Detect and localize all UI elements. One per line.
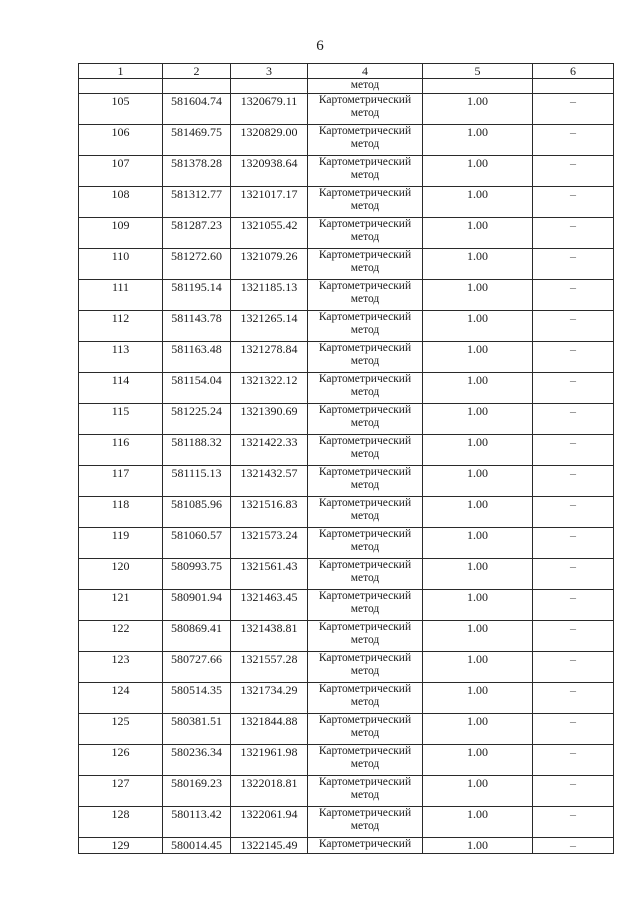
method-line-1: Картометрический <box>318 776 412 788</box>
method-line-2: метод <box>350 541 380 553</box>
x-coordinate-cell: 581378.28 <box>163 156 231 187</box>
method-line-1: Картометрический <box>318 404 412 416</box>
column-header: 1 <box>79 64 163 79</box>
method-line-1: Картометрический <box>318 497 412 509</box>
x-coordinate-cell: 581287.23 <box>163 218 231 249</box>
note-cell: – <box>533 776 614 807</box>
note-cell: – <box>533 838 614 854</box>
table-row <box>79 435 614 466</box>
method-line-2: метод <box>350 386 380 398</box>
accuracy-cell: 1.00 <box>423 342 533 373</box>
note-cell: – <box>533 435 614 466</box>
table-row <box>79 373 614 404</box>
method-line-2: метод <box>350 293 380 305</box>
note-cell: – <box>533 807 614 838</box>
method-line-1: Картометрический <box>318 528 412 540</box>
note-cell: – <box>533 94 614 125</box>
x-coordinate-cell: 581085.96 <box>163 497 231 528</box>
note-cell: – <box>533 187 614 218</box>
method-line-2: метод <box>350 820 380 832</box>
table-row <box>79 497 614 528</box>
point-number-cell: 118 <box>79 497 163 528</box>
point-number-cell: 115 <box>79 404 163 435</box>
accuracy-cell: 1.00 <box>423 94 533 125</box>
point-number-cell: 116 <box>79 435 163 466</box>
method-line-2: метод <box>350 634 380 646</box>
method-line-1: Картометрический <box>318 683 412 695</box>
accuracy-cell: 1.00 <box>423 249 533 280</box>
x-coordinate-cell: 581163.48 <box>163 342 231 373</box>
method-cell <box>308 156 423 187</box>
y-coordinate-cell: 1320679.11 <box>231 94 308 125</box>
point-number-cell: 112 <box>79 311 163 342</box>
note-cell: – <box>533 373 614 404</box>
method-line-2: метод <box>350 603 380 615</box>
method-cell <box>308 838 423 854</box>
method-cell <box>308 621 423 652</box>
table-row <box>79 559 614 590</box>
column-header-row <box>79 64 614 79</box>
method-line-2: метод <box>350 417 380 429</box>
accuracy-cell: 1.00 <box>423 187 533 218</box>
y-coordinate-cell: 1321573.24 <box>231 528 308 559</box>
method-line-2: метод <box>350 665 380 677</box>
note-cell: – <box>533 559 614 590</box>
y-coordinate-cell: 1321322.12 <box>231 373 308 404</box>
accuracy-cell: 1.00 <box>423 435 533 466</box>
note-cell: – <box>533 497 614 528</box>
x-coordinate-cell: 581188.32 <box>163 435 231 466</box>
y-coordinate-cell: 1321265.14 <box>231 311 308 342</box>
x-coordinate-cell: 580901.94 <box>163 590 231 621</box>
column-header: 5 <box>423 64 533 79</box>
point-number-cell: 110 <box>79 249 163 280</box>
x-coordinate-cell: 581225.24 <box>163 404 231 435</box>
point-number-cell: 119 <box>79 528 163 559</box>
method-line-2: метод <box>350 169 380 181</box>
note-cell: – <box>533 652 614 683</box>
y-coordinate-cell: 1321079.26 <box>231 249 308 280</box>
x-coordinate-cell: 581060.57 <box>163 528 231 559</box>
point-number-cell: 107 <box>79 156 163 187</box>
method-cell <box>308 745 423 776</box>
y-coordinate-cell: 1320938.64 <box>231 156 308 187</box>
method-cell <box>308 218 423 249</box>
point-number-cell: 129 <box>79 838 163 854</box>
y-coordinate-cell: 1321561.43 <box>231 559 308 590</box>
table-row <box>79 280 614 311</box>
method-line-1: Картометрический <box>318 590 412 602</box>
point-number-cell: 128 <box>79 807 163 838</box>
point-number-cell: 114 <box>79 373 163 404</box>
table-row <box>79 218 614 249</box>
table-row <box>79 94 614 125</box>
y-coordinate-cell: 1321017.17 <box>231 187 308 218</box>
method-line-1: Картометрический <box>318 621 412 633</box>
x-coordinate-cell: 581604.74 <box>163 94 231 125</box>
table-body <box>79 64 614 854</box>
accuracy-cell: 1.00 <box>423 280 533 311</box>
method-line-1: Картометрический <box>318 714 412 726</box>
accuracy-cell: 1.00 <box>423 404 533 435</box>
method-line-1: Картометрический <box>318 559 412 571</box>
point-number-cell: 124 <box>79 683 163 714</box>
method-line-1: Картометрический <box>318 342 412 354</box>
note-cell: – <box>533 590 614 621</box>
method-line-1: Картометрический <box>318 373 412 385</box>
y-coordinate-cell: 1321844.88 <box>231 714 308 745</box>
method-line-1: Картометрический <box>318 218 412 230</box>
note-cell: – <box>533 249 614 280</box>
note-cell: – <box>533 404 614 435</box>
method-cell <box>308 714 423 745</box>
accuracy-cell: 1.00 <box>423 373 533 404</box>
method-cell <box>308 776 423 807</box>
point-number-cell: 122 <box>79 621 163 652</box>
method-cell <box>308 559 423 590</box>
y-coordinate-cell: 1321961.98 <box>231 745 308 776</box>
method-line-1: Картометрический <box>318 187 412 199</box>
table-row <box>79 652 614 683</box>
method-line-2: метод <box>350 200 380 212</box>
note-cell: – <box>533 218 614 249</box>
method-line-1: Картометрический <box>318 838 412 850</box>
table-row <box>79 187 614 218</box>
method-line-2: метод <box>350 355 380 367</box>
method-line-2: метод <box>350 758 380 770</box>
y-coordinate-cell: 1322018.81 <box>231 776 308 807</box>
accuracy-cell: 1.00 <box>423 156 533 187</box>
x-coordinate-cell: 581469.75 <box>163 125 231 156</box>
method-cell <box>308 435 423 466</box>
method-line-2: метод <box>350 789 380 801</box>
method-line-1: Картометрический <box>318 807 412 819</box>
point-number-cell: 106 <box>79 125 163 156</box>
y-coordinate-cell: 1321438.81 <box>231 621 308 652</box>
accuracy-cell: 1.00 <box>423 528 533 559</box>
method-line-2: метод <box>350 262 380 274</box>
table-row <box>79 590 614 621</box>
point-number-cell: 126 <box>79 745 163 776</box>
method-line-1: Картометрический <box>318 280 412 292</box>
table-row <box>79 466 614 497</box>
y-coordinate-cell: 1321278.84 <box>231 342 308 373</box>
table-row <box>79 528 614 559</box>
accuracy-cell: 1.00 <box>423 807 533 838</box>
accuracy-cell: 1.00 <box>423 683 533 714</box>
x-coordinate-cell: 581272.60 <box>163 249 231 280</box>
method-cell <box>308 249 423 280</box>
table-row <box>79 156 614 187</box>
point-number-cell: 109 <box>79 218 163 249</box>
table-row <box>79 621 614 652</box>
x-coordinate-cell: 581312.77 <box>163 187 231 218</box>
method-line-1: Картометрический <box>318 94 412 106</box>
method-line-2: метод <box>350 448 380 460</box>
page-number: 6 <box>316 38 324 54</box>
accuracy-cell: 1.00 <box>423 590 533 621</box>
method-line-1: Картометрический <box>318 156 412 168</box>
y-coordinate-cell: 1321734.29 <box>231 683 308 714</box>
point-number-cell: 123 <box>79 652 163 683</box>
coordinates-table <box>78 63 614 854</box>
note-cell: – <box>533 714 614 745</box>
y-coordinate-cell: 1321463.45 <box>231 590 308 621</box>
accuracy-cell: 1.00 <box>423 621 533 652</box>
x-coordinate-cell: 580014.45 <box>163 838 231 854</box>
y-coordinate-cell: 1321557.28 <box>231 652 308 683</box>
table-row <box>79 838 614 854</box>
x-coordinate-cell: 580113.42 <box>163 807 231 838</box>
method-line-2: метод <box>350 231 380 243</box>
accuracy-cell: 1.00 <box>423 497 533 528</box>
table-row <box>79 249 614 280</box>
x-coordinate-cell: 581115.13 <box>163 466 231 497</box>
note-cell: – <box>533 528 614 559</box>
column-header: 2 <box>163 64 231 79</box>
method-line-1: Картометрический <box>318 466 412 478</box>
method-cell <box>308 280 423 311</box>
accuracy-cell: 1.00 <box>423 714 533 745</box>
accuracy-cell: 1.00 <box>423 218 533 249</box>
accuracy-cell: 1.00 <box>423 745 533 776</box>
continuation-row <box>79 79 614 94</box>
note-cell: – <box>533 745 614 776</box>
x-coordinate-cell: 580869.41 <box>163 621 231 652</box>
method-line-1: Картометрический <box>318 249 412 261</box>
x-coordinate-cell: 581195.14 <box>163 280 231 311</box>
point-number-cell: 125 <box>79 714 163 745</box>
point-number-cell: 113 <box>79 342 163 373</box>
method-cell <box>308 187 423 218</box>
x-coordinate-cell: 580381.51 <box>163 714 231 745</box>
method-line-1: Картометрический <box>318 311 412 323</box>
table-row <box>79 714 614 745</box>
table-row <box>79 125 614 156</box>
y-coordinate-cell: 1321185.13 <box>231 280 308 311</box>
column-header: 4 <box>308 64 423 79</box>
x-coordinate-cell: 580514.35 <box>163 683 231 714</box>
point-number-cell: 111 <box>79 280 163 311</box>
point-number-cell: 108 <box>79 187 163 218</box>
method-cell <box>308 590 423 621</box>
note-cell: – <box>533 280 614 311</box>
method-cell <box>308 94 423 125</box>
note-cell: – <box>533 621 614 652</box>
method-cell <box>308 373 423 404</box>
method-line-1: Картометрический <box>318 435 412 447</box>
table-row <box>79 776 614 807</box>
accuracy-cell: 1.00 <box>423 838 533 854</box>
continuation-text: метод <box>308 79 423 94</box>
y-coordinate-cell: 1321055.42 <box>231 218 308 249</box>
accuracy-cell: 1.00 <box>423 311 533 342</box>
table-row <box>79 807 614 838</box>
method-line-1: Картометрический <box>318 745 412 757</box>
method-cell <box>308 342 423 373</box>
note-cell: – <box>533 156 614 187</box>
method-line-2: метод <box>350 572 380 584</box>
x-coordinate-cell: 581143.78 <box>163 311 231 342</box>
note-cell: – <box>533 125 614 156</box>
point-number-cell: 121 <box>79 590 163 621</box>
x-coordinate-cell: 581154.04 <box>163 373 231 404</box>
accuracy-cell: 1.00 <box>423 559 533 590</box>
y-coordinate-cell: 1321432.57 <box>231 466 308 497</box>
table-row <box>79 683 614 714</box>
point-number-cell: 127 <box>79 776 163 807</box>
accuracy-cell: 1.00 <box>423 125 533 156</box>
table-row <box>79 745 614 776</box>
column-header: 3 <box>231 64 308 79</box>
x-coordinate-cell: 580993.75 <box>163 559 231 590</box>
table-row <box>79 404 614 435</box>
method-cell <box>308 404 423 435</box>
method-cell <box>308 652 423 683</box>
point-number-cell: 105 <box>79 94 163 125</box>
y-coordinate-cell: 1321516.83 <box>231 497 308 528</box>
method-line-2: метод <box>350 107 380 119</box>
accuracy-cell: 1.00 <box>423 776 533 807</box>
point-number-cell: 117 <box>79 466 163 497</box>
note-cell: – <box>533 683 614 714</box>
method-line-2: метод <box>350 138 380 150</box>
method-line-2: метод <box>350 324 380 336</box>
method-line-1: Картометрический <box>318 125 412 137</box>
method-cell <box>308 528 423 559</box>
method-line-1: Картометрический <box>318 652 412 664</box>
x-coordinate-cell: 580236.34 <box>163 745 231 776</box>
method-cell <box>308 311 423 342</box>
y-coordinate-cell: 1322145.49 <box>231 838 308 854</box>
point-number-cell: 120 <box>79 559 163 590</box>
accuracy-cell: 1.00 <box>423 652 533 683</box>
x-coordinate-cell: 580169.23 <box>163 776 231 807</box>
table-row <box>79 342 614 373</box>
method-cell <box>308 807 423 838</box>
x-coordinate-cell: 580727.66 <box>163 652 231 683</box>
note-cell: – <box>533 342 614 373</box>
y-coordinate-cell: 1321422.33 <box>231 435 308 466</box>
y-coordinate-cell: 1322061.94 <box>231 807 308 838</box>
method-cell <box>308 683 423 714</box>
table-row <box>79 311 614 342</box>
y-coordinate-cell: 1320829.00 <box>231 125 308 156</box>
method-line-2: метод <box>350 479 380 491</box>
y-coordinate-cell: 1321390.69 <box>231 404 308 435</box>
method-line-2: метод <box>350 696 380 708</box>
column-header: 6 <box>533 64 614 79</box>
note-cell: – <box>533 466 614 497</box>
accuracy-cell: 1.00 <box>423 466 533 497</box>
method-line-2: метод <box>350 727 380 739</box>
note-cell: – <box>533 311 614 342</box>
method-line-2: метод <box>350 510 380 522</box>
method-cell <box>308 466 423 497</box>
method-cell <box>308 497 423 528</box>
method-cell <box>308 125 423 156</box>
